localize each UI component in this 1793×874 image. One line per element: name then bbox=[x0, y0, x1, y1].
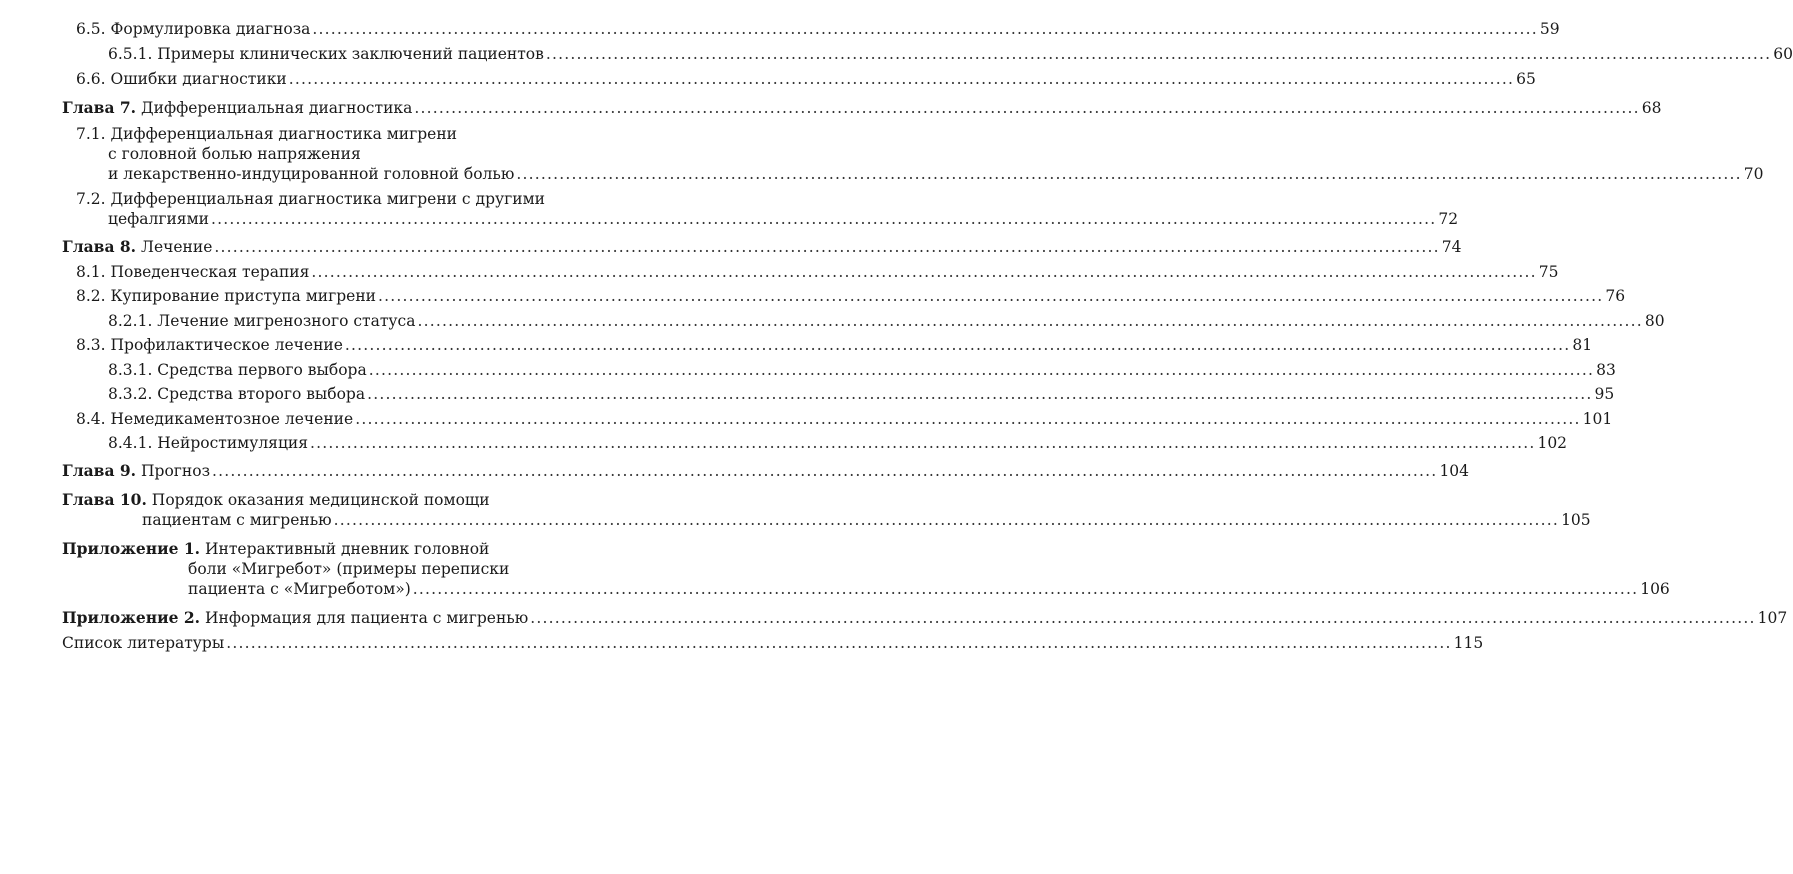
dot-leader: ........................................................................................................................................................................................................ bbox=[414, 99, 1640, 117]
toc-entry-7-2[interactable] bbox=[108, 208, 1459, 230]
toc-page-number: 68 bbox=[1641, 99, 1662, 117]
toc-page-number: 74 bbox=[1441, 238, 1462, 256]
chapter-number: Глава 7. bbox=[62, 98, 137, 117]
toc-entry-8-4[interactable] bbox=[76, 408, 1613, 430]
dot-leader: ........................................................................................................................................................................................................ bbox=[378, 287, 1604, 305]
toc-page-number: 76 bbox=[1605, 287, 1626, 305]
toc-label: 8.2.1. Лечение мигренозного статуса bbox=[108, 312, 416, 330]
toc-label-line: 7.1. Дифференциальная диагностика мигрени bbox=[76, 125, 458, 143]
dot-leader: ........................................................................................................................................................................................................ bbox=[417, 312, 1643, 330]
toc-label: 6.6. Ошибки диагностики bbox=[76, 70, 287, 88]
toc-entry-chapter-9[interactable] bbox=[62, 460, 1470, 482]
toc-page-number: 72 bbox=[1438, 210, 1459, 228]
toc-label: 8.1. Поведенческая терапия bbox=[76, 263, 310, 281]
toc-entry-references[interactable] bbox=[62, 632, 1484, 654]
toc-label: пациента с «Мигреботом») bbox=[188, 580, 411, 598]
toc-label-line: с головной болью напряжения bbox=[108, 145, 361, 163]
appendix-number: Приложение 2. bbox=[62, 608, 201, 627]
dot-leader: ........................................................................................................................................................................................................ bbox=[545, 45, 1772, 63]
toc-entry-6-6[interactable] bbox=[76, 68, 1536, 90]
toc-label: цефалгиями bbox=[108, 210, 209, 228]
dot-leader: ........................................................................................................................................................................................................ bbox=[212, 462, 1438, 480]
toc-label: пациентам с мигренью bbox=[142, 511, 332, 529]
toc-label: 8.3. Профилактическое лечение bbox=[76, 336, 343, 354]
toc-entry-8-4-1[interactable] bbox=[108, 432, 1568, 454]
toc-entry-6-5[interactable] bbox=[76, 18, 1560, 40]
toc-entry-chapter-8[interactable] bbox=[62, 236, 1462, 258]
toc-page-number: 65 bbox=[1516, 70, 1536, 88]
dot-leader: ........................................................................................................................................................................................................ bbox=[344, 336, 1571, 354]
dot-leader: ........................................................................................................................................................................................................ bbox=[412, 580, 1639, 598]
chapter-number: Глава 10. bbox=[62, 490, 147, 509]
dot-leader: ........................................................................................................................................................................................................ bbox=[312, 20, 1538, 38]
dot-leader: ........................................................................................................................................................................................................ bbox=[311, 263, 1537, 281]
toc-entry-chapter-10[interactable] bbox=[142, 509, 1591, 531]
toc-entry-appendix-2[interactable] bbox=[62, 607, 1788, 629]
toc-label-line bbox=[62, 538, 489, 560]
toc-page-number: 115 bbox=[1453, 634, 1484, 652]
toc-label: Список литературы bbox=[62, 634, 225, 652]
chapter-number: Глава 9. bbox=[62, 461, 137, 480]
toc-label-line: 7.2. Дифференциальная диагностика мигрени с другими bbox=[76, 190, 545, 208]
toc-label: и лекарственно-индуцированной головной болью bbox=[108, 165, 515, 183]
dot-leader: ........................................................................................................................................................................................................ bbox=[310, 434, 1536, 452]
toc-label: 8.3.2. Средства второго выбора bbox=[108, 385, 366, 403]
toc-page-number: 104 bbox=[1439, 462, 1470, 480]
dot-leader: ........................................................................................................................................................................................................ bbox=[516, 165, 1742, 183]
toc-label: 8.2. Купирование приступа мигрени bbox=[76, 287, 376, 305]
toc-label: Дифференциальная диагностика bbox=[141, 99, 413, 117]
toc-label: 6.5.1. Примеры клинических заключений пациентов bbox=[108, 45, 544, 63]
toc-page-number: 70 bbox=[1743, 165, 1764, 183]
toc-page-number: 102 bbox=[1537, 434, 1568, 452]
toc-entry-6-5-1[interactable] bbox=[108, 43, 1793, 65]
dot-leader: ........................................................................................................................................................................................................ bbox=[226, 634, 1452, 652]
toc-label: 6.5. Формулировка диагноза bbox=[76, 20, 311, 38]
toc-page-number: 106 bbox=[1640, 580, 1670, 598]
toc-label: Прогноз bbox=[141, 462, 211, 480]
toc-label: Порядок оказания медицинской помощи bbox=[151, 491, 490, 509]
toc-page-number: 75 bbox=[1538, 263, 1559, 281]
toc-label: Информация для пациента с мигренью bbox=[204, 609, 529, 627]
toc-page-number: 83 bbox=[1596, 361, 1616, 379]
toc-entry-8-3[interactable] bbox=[76, 334, 1593, 356]
toc-label: 8.3.1. Средства первого выбора bbox=[108, 361, 367, 379]
dot-leader: ........................................................................................................................................................................................................ bbox=[368, 361, 1595, 379]
toc-entry-8-2-1[interactable] bbox=[108, 310, 1665, 332]
toc-entry-chapter-7[interactable] bbox=[62, 97, 1662, 119]
toc-page-number: 105 bbox=[1561, 511, 1591, 529]
dot-leader: ........................................................................................................................................................................................................ bbox=[355, 410, 1581, 428]
toc-page-number: 101 bbox=[1582, 410, 1613, 428]
toc-entry-8-2[interactable] bbox=[76, 285, 1626, 307]
toc-entry-8-1[interactable] bbox=[76, 261, 1559, 283]
toc-label-line bbox=[62, 489, 490, 511]
dot-leader: ........................................................................................................................................................................................................ bbox=[288, 70, 1515, 88]
toc-page-number: 60 bbox=[1773, 45, 1793, 63]
dot-leader: ........................................................................................................................................................................................................ bbox=[333, 511, 1560, 529]
toc-label: Лечение bbox=[141, 238, 213, 256]
toc-entry-8-3-1[interactable] bbox=[108, 359, 1616, 381]
chapter-number: Глава 8. bbox=[62, 237, 137, 256]
dot-leader: ........................................................................................................................................................................................................ bbox=[530, 609, 1756, 627]
toc-label: 8.4.1. Нейростимуляция bbox=[108, 434, 309, 452]
toc-entry-7-1[interactable] bbox=[108, 163, 1764, 185]
toc-label-line: боли «Мигребот» (примеры переписки bbox=[188, 560, 510, 578]
dot-leader: ........................................................................................................................................................................................................ bbox=[214, 238, 1440, 256]
toc-entry-8-3-2[interactable] bbox=[108, 383, 1615, 405]
toc-label: 8.4. Немедикаментозное лечение bbox=[76, 410, 354, 428]
toc-page-number: 81 bbox=[1572, 336, 1593, 354]
toc-entry-appendix-1[interactable] bbox=[188, 578, 1670, 600]
dot-leader: ........................................................................................................................................................................................................ bbox=[210, 210, 1437, 228]
dot-leader: ........................................................................................................................................................................................................ bbox=[367, 385, 1593, 403]
toc-page-number: 59 bbox=[1539, 20, 1560, 38]
toc-page-number: 107 bbox=[1757, 609, 1788, 627]
toc-page-number: 80 bbox=[1644, 312, 1665, 330]
toc-page-number: 95 bbox=[1594, 385, 1615, 403]
appendix-number: Приложение 1. bbox=[62, 539, 201, 558]
toc-label: Интерактивный дневник головной bbox=[204, 540, 490, 558]
